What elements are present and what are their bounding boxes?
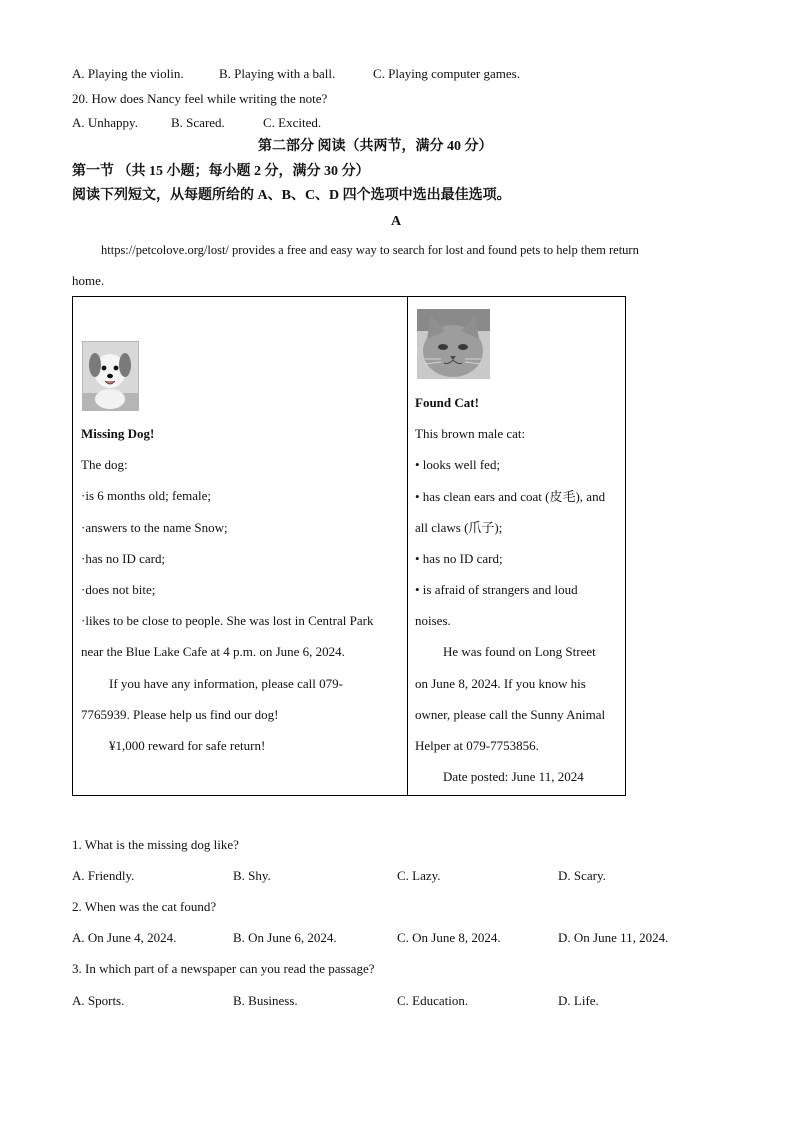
cat-ad-line: He was found on Long Street: [443, 644, 596, 659]
cat-ad-date: Date posted: June 11, 2024: [443, 769, 584, 784]
passage-label: A: [391, 214, 402, 229]
dog-ad-line: ·likes to be close to people. She was lost in Central Park: [81, 613, 374, 628]
question-20: 20. How does Nancy feel while writing the note?: [72, 91, 328, 106]
cat-ad-line: owner, please call the Sunny Animal: [415, 707, 606, 722]
q2-option-c: C. On June 8, 2024.: [397, 930, 501, 945]
q3-option-b: B. Business.: [233, 993, 298, 1008]
part-title: 第二部分 阅读（共两节，满分 40 分）: [258, 139, 493, 154]
q20-option-c: C. Excited.: [263, 115, 322, 130]
q3-option-a: A. Sports.: [72, 993, 125, 1008]
dog-ad-line: The dog:: [81, 457, 128, 472]
dog-ad-line: If you have any information, please call 079-: [109, 676, 343, 691]
q20-option-b: B. Scared.: [171, 115, 225, 130]
dog-ad-reward: ¥1,000 reward for safe return!: [109, 738, 266, 753]
prev-option-a: A. Playing the violin.: [72, 66, 184, 81]
dog-photo-icon: [82, 341, 139, 411]
cat-ad-line: on June 8, 2024. If you know his: [415, 676, 586, 691]
q20-option-a: A. Unhappy.: [72, 115, 138, 130]
q3-option-c: C. Education.: [397, 993, 469, 1008]
intro-line-2: home.: [72, 273, 105, 288]
dog-ad-line: ·is 6 months old; female;: [81, 488, 211, 503]
cat-ad-line: all claws (爪子);: [415, 520, 503, 535]
instruction: 阅读下列短文，从每题所给的 A、B、C、D 四个选项中选出最佳选项。: [72, 188, 511, 203]
q2-option-d: D. On June 11, 2024.: [558, 930, 669, 945]
found-cat-ad: [408, 297, 626, 795]
cat-photo-icon: [417, 309, 490, 379]
question-2: 2. When was the cat found?: [72, 899, 217, 914]
cat-ad-line: • has no ID card;: [415, 551, 503, 566]
missing-dog-ad: [73, 297, 407, 795]
cat-ad-line: • looks well fed;: [415, 457, 501, 472]
cat-ad-line: This brown male cat:: [415, 426, 526, 441]
cat-ad-line: • is afraid of strangers and loud: [415, 582, 578, 597]
q1-option-b: B. Shy.: [233, 868, 271, 883]
dog-ad-line: ·has no ID card;: [81, 551, 166, 566]
subsection-title: 第一节 （共 15 小题；每小题 2 分，满分 30 分）: [72, 164, 370, 179]
q1-option-a: A. Friendly.: [72, 868, 135, 883]
intro-line-1: https://petcolove.org/lost/ provides a free and easy way to search for lost and found pets to help them return: [101, 243, 639, 257]
q2-option-b: B. On June 6, 2024.: [233, 930, 337, 945]
cat-ad-title: Found Cat!: [415, 395, 479, 410]
dog-ad-line: 7765939. Please help us find our dog!: [81, 707, 279, 722]
dog-ad-line: near the Blue Lake Cafe at 4 p.m. on June 6, 2024.: [81, 644, 345, 659]
ads-table: [72, 296, 626, 796]
cat-ad-line: • has clean ears and coat (皮毛), and: [415, 489, 606, 504]
q2-option-a: A. On June 4, 2024.: [72, 930, 177, 945]
cat-ad-line: Helper at 079-7753856.: [415, 738, 539, 753]
q1-option-c: C. Lazy.: [397, 868, 441, 883]
prev-option-b: B. Playing with a ball.: [219, 66, 336, 81]
q3-option-d: D. Life.: [558, 993, 599, 1008]
q1-option-d: D. Scary.: [558, 868, 606, 883]
dog-ad-line: ·does not bite;: [81, 582, 156, 597]
dog-ad-line: ·answers to the name Snow;: [81, 520, 228, 535]
question-3: 3. In which part of a newspaper can you read the passage?: [72, 961, 375, 976]
cat-ad-line: noises.: [415, 613, 451, 628]
question-1: 1. What is the missing dog like?: [72, 837, 239, 852]
dog-ad-title: Missing Dog!: [81, 426, 155, 441]
prev-option-c: C. Playing computer games.: [373, 66, 520, 81]
